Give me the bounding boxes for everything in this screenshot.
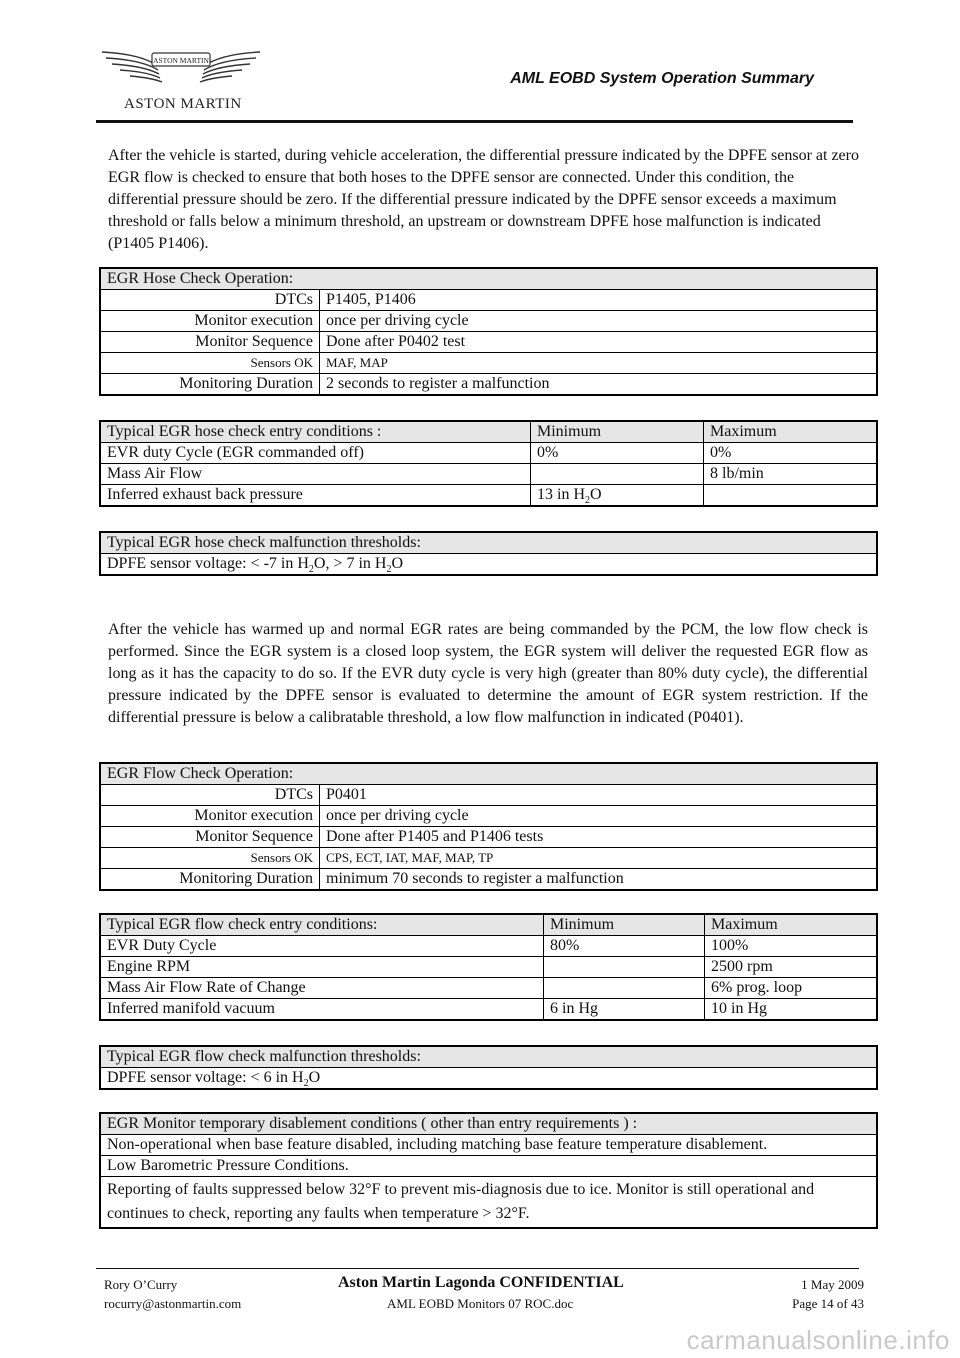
param-cell: Mass Air Flow <box>101 464 531 485</box>
table-row <box>101 999 877 1020</box>
row-value: P0401 <box>320 785 877 806</box>
egr-hose-malfunction-thresholds-table <box>100 532 877 575</box>
row-label: Sensors OK <box>101 848 320 869</box>
table-row <box>101 869 877 890</box>
egr-monitor-disablement-table <box>100 1113 877 1228</box>
row-label: DTCs <box>101 290 320 311</box>
document-header-title: AML EOBD System Operation Summary <box>510 70 814 87</box>
footer-filename: AML EOBD Monitors 07 ROC.doc <box>387 1296 574 1311</box>
row-label: Monitoring Duration <box>101 374 320 395</box>
max-cell: 10 in Hg <box>705 999 877 1020</box>
row-label: DTCs <box>101 785 320 806</box>
row-value: minimum 70 seconds to register a malfunction <box>320 869 877 890</box>
row-value: MAF, MAP <box>320 353 877 374</box>
egr-flow-entry-conditions-table <box>100 914 877 1020</box>
row-value: Done after P1405 and P1406 tests <box>320 827 877 848</box>
row-label: Monitor Sequence <box>101 827 320 848</box>
footer-email: rocurry@astonmartin.com <box>104 1296 242 1311</box>
table-heading: EGR Hose Check Operation: <box>101 269 877 290</box>
header-divider <box>96 120 853 123</box>
max-cell: 8 lb/min <box>704 464 877 485</box>
table-heading: Typical EGR hose check malfunction thresholds: <box>101 533 877 554</box>
table-row <box>101 443 877 464</box>
row-label: Monitoring Duration <box>101 869 320 890</box>
min-cell <box>544 978 705 999</box>
table-row <box>101 311 877 332</box>
table-heading: Typical EGR flow check entry conditions: <box>101 915 544 936</box>
max-cell <box>704 485 877 506</box>
threshold-value: DPFE sensor voltage: < -7 in $H_2O$, > 7 in $H_2O$ <box>101 554 877 575</box>
egr-flow-check-operation-table <box>100 763 877 890</box>
column-header-maximum: Maximum <box>705 915 877 936</box>
condition-cell: Low Barometric Pressure Conditions. <box>101 1156 877 1177</box>
max-cell: 2500 rpm <box>705 957 877 978</box>
min-cell: 13 in $H_2O$ <box>531 485 704 506</box>
param-cell: EVR duty Cycle (EGR commanded off) <box>101 443 531 464</box>
footer-author: Rory O’Curry <box>104 1277 178 1292</box>
row-label: Monitor Sequence <box>101 332 320 353</box>
param-cell: Inferred manifold vacuum <box>101 999 544 1020</box>
row-value: Done after P0402 test <box>320 332 877 353</box>
table-row <box>101 1068 877 1089</box>
site-watermark: carmanualsonline.info <box>686 1325 950 1355</box>
column-header-minimum: Minimum <box>544 915 705 936</box>
row-value: P1405, P1406 <box>320 290 877 311</box>
intro-paragraph-hose-check: After the vehicle is started, during vehicle acceleration, the differential pressure indicated by the DPFE sensor at zero EGR flow is checked to ensure that both hoses to the DPFE sensor are connected. Under this condition, the differential pressure should be zero. If the differential pressure indicated by the DPFE sensor exceeds a maximum threshold or falls below a minimum threshold, an upstream or downstream DPFE hose malfunction is indicated (P1405 P1406). <box>108 147 859 252</box>
table-row <box>101 978 877 999</box>
table-row <box>101 374 877 395</box>
table-heading: EGR Flow Check Operation: <box>101 764 877 785</box>
table-row <box>101 290 877 311</box>
max-cell: 0% <box>704 443 877 464</box>
table-row <box>101 464 877 485</box>
footer-confidential-title: Aston Martin Lagonda CONFIDENTIAL <box>338 1274 624 1291</box>
table-row <box>101 485 877 506</box>
table-row <box>101 332 877 353</box>
row-label: Monitor execution <box>101 806 320 827</box>
row-value: CPS, ECT, IAT, MAF, MAP, TP <box>320 848 877 869</box>
table-row <box>101 353 877 374</box>
min-cell: 0% <box>531 443 704 464</box>
min-cell: 6 in Hg <box>544 999 705 1020</box>
table-heading: Typical EGR hose check entry conditions : <box>101 422 531 443</box>
egr-hose-check-operation-table <box>100 268 877 395</box>
table-heading: Typical EGR flow check malfunction thresholds: <box>101 1047 877 1068</box>
table-row <box>101 1156 877 1177</box>
condition-cell: Non-operational when base feature disabled, including matching base feature temperature disablement. <box>101 1135 877 1156</box>
row-value: once per driving cycle <box>320 806 877 827</box>
table-row <box>101 806 877 827</box>
table-row <box>101 848 877 869</box>
table-row <box>101 554 877 575</box>
param-cell: Mass Air Flow Rate of Change <box>101 978 544 999</box>
row-label: Monitor execution <box>101 311 320 332</box>
footer-page-number: Page 14 of 43 <box>792 1296 864 1311</box>
param-cell: Inferred exhaust back pressure <box>101 485 531 506</box>
table-row <box>101 957 877 978</box>
max-cell: 6% prog. loop <box>705 978 877 999</box>
egr-hose-entry-conditions-table <box>100 421 877 506</box>
table-row <box>101 1135 877 1156</box>
param-cell: EVR Duty Cycle <box>101 936 544 957</box>
min-cell <box>544 957 705 978</box>
egr-flow-malfunction-thresholds-table <box>100 1046 877 1089</box>
table-row <box>101 1177 877 1228</box>
table-row <box>101 785 877 806</box>
table-row <box>101 936 877 957</box>
column-header-minimum: Minimum <box>531 422 704 443</box>
table-row <box>101 827 877 848</box>
condition-cell: Reporting of faults suppressed below 32°F to prevent mis-diagnosis due to ice. Monitor is still operational and continues to check, reporting any faults when temperature > 32°F. <box>101 1177 877 1228</box>
max-cell: 100% <box>705 936 877 957</box>
min-cell: 80% <box>544 936 705 957</box>
row-value: once per driving cycle <box>320 311 877 332</box>
table-heading: EGR Monitor temporary disablement conditions ( other than entry requirements ) : <box>101 1114 877 1135</box>
intro-paragraph-flow-check: After the vehicle has warmed up and normal EGR rates are being commanded by the PCM, the low flow check is performed. Since the EGR system is a closed loop system, the EGR system will deliver the requested EGR flow as long as it has the capacity to do so. If the EVR duty cycle is very high (greater than 80% duty cycle), the differential pressure indicated by the DPFE sensor is evaluated to determine the amount of EGR system restriction. If the differential pressure is below a calibratable threshold, a low flow malfunction in indicated (P0401). <box>108 621 868 726</box>
min-cell <box>531 464 704 485</box>
param-cell: Engine RPM <box>101 957 544 978</box>
footer-date: 1 May 2009 <box>801 1277 864 1292</box>
footer-divider <box>96 1268 859 1269</box>
threshold-value: DPFE sensor voltage: < 6 in $H_2O$ <box>101 1068 877 1089</box>
brand-wordmark: ASTON MARTIN <box>124 96 242 112</box>
row-value: 2 seconds to register a malfunction <box>320 374 877 395</box>
logo-badge-text: ASTON MARTIN <box>153 56 209 65</box>
column-header-maximum: Maximum <box>704 422 877 443</box>
row-label: Sensors OK <box>101 353 320 374</box>
